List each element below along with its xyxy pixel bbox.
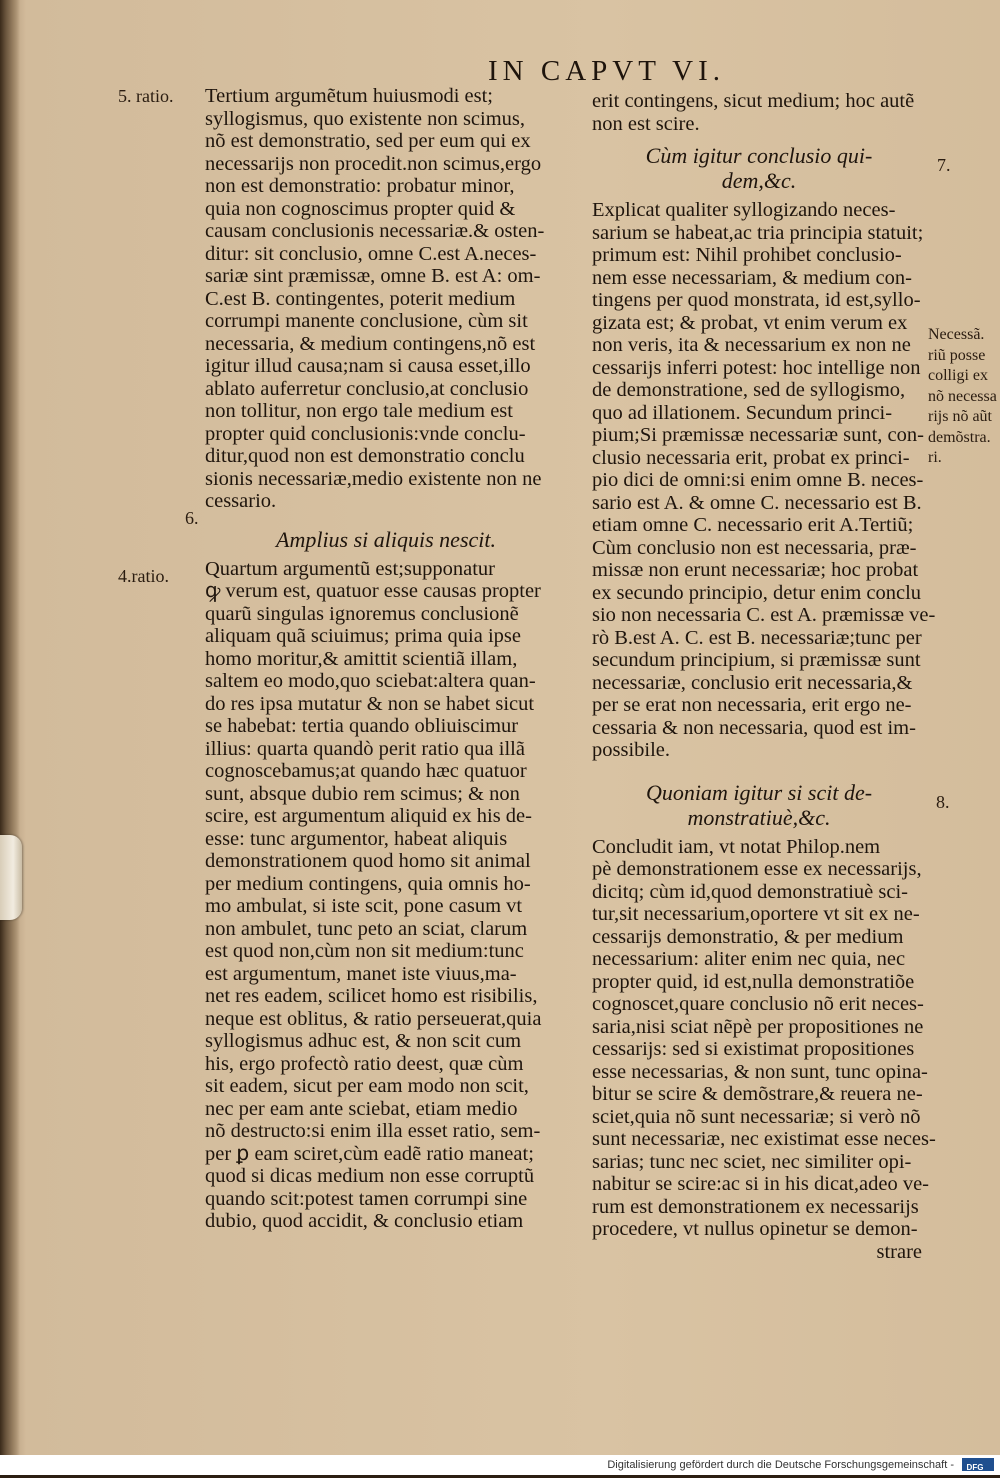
right-paragraph-2 [592,835,936,1241]
left-column [205,85,567,1233]
text-line: quia non cognoscimus propter quid & [205,197,516,220]
text-line: cessaria & non necessaria, quod est im- [592,716,916,739]
text-line: mo ambulat, si iste scit, pone casum vt [205,895,523,917]
text-line: saria,nisi sciat nẽpè per propositiones ne [592,1015,924,1038]
text-line: nem esse necessariam, & medium con- [592,266,912,289]
text-line: erit contingens, sicut medium; hoc autẽ [592,90,915,112]
right-paragraph-1 [592,199,936,762]
text-line: sario est A. & omne C. necessario est B. [592,491,922,514]
text-line: sunt, absque dubio rem scimus; & non [205,782,520,805]
text-line: non est demonstratio: probatur minor, [205,175,515,197]
text-line: per ꝑ eam sciret,cùm eadẽ ratio maneat; [205,1142,534,1165]
text-line: per medium contingens, quia omnis ho- [205,872,531,895]
text-line: etiam omne C. necessario erit A.Tertiũ; [592,514,914,536]
text-line: igitur illud causa;nam si causa esset,illo [205,355,531,377]
text-line: nõ est demonstratio, sed per eum qui ex [205,130,531,152]
side-note-line: demõstra. [928,428,991,446]
text-line: causam conclusionis necessariæ.& osten- [205,220,545,242]
side-note-line: nõ necessa [928,387,997,405]
text-line: bitur se scire & demõstrare,& reuera ne- [592,1083,923,1105]
text-line: necessariæ, conclusio erit necessaria,& [592,671,913,694]
text-line: necessarijs non procedit.non scimus,ergo [205,152,542,175]
right-column [592,90,936,1263]
text-line: per se erat non necessaria, erit ergo ne- [592,694,912,716]
text-line: quod si dicas medium non esse corruptũ [205,1165,535,1187]
text-line: non est scire. [592,112,700,135]
text-line: non ambulet, tunc peto an sciat, clarum [205,917,528,940]
text-line: procedere, vt nullus opinetur se demon- [592,1218,918,1240]
text-line: primum est: Nihil prohibet conclusio- [592,244,902,266]
text-line: ex secundo principio, detur enim conclu [592,581,922,604]
text-line: cognoscebamus;at quando hæc quatuor [205,760,527,782]
text-line: ꝙ verum est, quatuor esse causas propter [205,580,541,602]
text-line: sunt necessariæ, nec existimat esse neces- [592,1128,936,1150]
heading-line: monstratiuè,&c. [687,804,831,830]
text-line: nõ destructo:si enim illa esset ratio, sem- [205,1120,541,1142]
text-line: rum est demonstrationem ex necessarijs [592,1195,919,1218]
text-line: scire, est argumentum aliquid ex his de- [205,805,532,827]
section-heading [592,143,926,193]
text-line: est argumentum, manet iste viuus,ma- [205,962,517,985]
text-line: necessaria, & medium contingens,nõ est [205,332,536,355]
heading-line: Cùm igitur conclusio qui- [645,143,873,168]
side-note-line: colligi ex [928,367,988,384]
left-paragraph-1 [205,85,567,513]
text-line: rò B.est A. C. est B. necessariæ;tunc per [592,626,922,649]
footer-text: Digitalisierung gefördert durch die Deutsche Forschungsgemeinschaft - [607,1459,954,1471]
margin-note-8: 8. [936,792,950,812]
text-line: ablato auferretur conclusio,at conclusio [205,377,529,400]
page-edge-shadow [0,0,20,1455]
text-line: dubio, quod accidit, & conclusio etiam [205,1210,524,1232]
text-line: cessarijs: sed si existimat propositiones [592,1038,915,1060]
text-line: sionis necessariæ,medio existente non ne [205,467,542,490]
heading-line: Quoniam igitur si scit de- [645,779,873,805]
text-line: propter quid, id est,nulla demonstratiõe [592,970,915,993]
text-line: pè demonstrationem esse ex necessarijs, [592,858,922,880]
text-line: do res ipsa mutatur & non se habet sicut [205,692,535,715]
heading-line: dem,&c. [721,168,797,193]
text-line: cognoscet,quare conclusio nõ erit neces- [592,993,924,1015]
text-line: demonstrationem quod homo sit animal [205,850,531,872]
side-note-line: rijs nõ aũt [928,408,992,425]
text-line: secundum principium, si præmissæ sunt [592,649,921,671]
text-line: clusio necessaria erit, probat ex princi- [592,446,910,469]
text-line: sio non necessaria C. est A. præmissæ ve- [592,604,936,626]
text-line: homo moritur,& amittit scientiã illam, [205,647,518,670]
text-line: nec per eam ante sciebat, etiam medio [205,1097,518,1120]
text-line: Explicat qualiter syllogizando neces- [592,199,896,221]
text-line: illius: quarta quandò perit ratio qua illã [205,737,525,760]
text-line: aliquam quã sciuimus; prima quia ipse [205,625,521,647]
margin-note-6: 6. [185,508,199,528]
side-note-line: Necessã. [928,326,985,343]
text-line: tur,sit necessarium,oportere vt sit ex ne- [592,903,920,925]
side-note [928,325,997,469]
text-line: Tertium argumẽtum huiusmodi est; [205,85,494,107]
text-line: his, ergo profectò ratio deest, quæ cùm [205,1052,524,1075]
left-paragraph-2 [205,558,567,1233]
text-line: syllogismus adhuc est, & non scit cum [205,1030,522,1052]
text-line: sarias; tunc nec sciet, nec similiter opi- [592,1150,912,1173]
margin-note-ratio-4: 4.ratio. [118,566,169,586]
text-line: necessarium: aliter enim nec quia, nec [592,948,906,970]
section-heading [592,780,926,830]
text-line: dicitq; cùm id,quod demonstratiuè sci- [592,880,908,903]
margin-note-ratio-5: 5. ratio. [118,86,174,106]
margin-note-7: 7. [937,155,951,175]
text-line: nabitur se scire:ac si in his dicat,adeo ve- [592,1173,929,1195]
text-line: Cùm conclusio non est necessaria, præ- [592,536,917,559]
text-line: gizata est; & probat, vt enim verum ex [592,311,908,334]
book-clasp [0,835,22,920]
side-note-line: ri. [928,449,942,466]
text-line: sarium se habeat,ac tria principia statuit; [592,221,924,244]
text-line: cessarijs demonstratio, & per medium [592,925,904,948]
text-line: non tollitur, non ergo tale medium est [205,400,513,422]
catchword: strare [876,1240,922,1263]
text-line: missæ non erunt necessariæ; hoc probat [592,559,919,581]
text-line: saltem eo modo,quo sciebat:altera quan- [205,670,536,692]
text-line: quo ad illationem. Secundum princi- [592,401,893,424]
text-line: pium;Si præmissæ necessariæ sunt, con- [592,424,924,446]
text-line: tingens per quod monstrata, id est,syllo- [592,289,921,311]
dfg-logo-icon: DFG [962,1458,994,1471]
text-line: corrumpi manente conclusione, cùm sit [205,310,528,332]
text-line: esse: tunc argumentor, habeat aliquis [205,827,508,850]
text-line: neque est oblitus, & ratio perseuerat,quia [205,1007,542,1030]
text-line: pio dici de omni:si enim omne B. neces- [592,469,924,491]
text-line: C.est B. contingentes, poterit medium [205,287,516,310]
text-line: sciet,quia nõ sunt necessariæ; si verò nõ [592,1105,921,1128]
right-continuation [592,90,926,135]
text-line: possibile. [592,739,671,761]
text-line: quarũ singulas ignoremus conclusionẽ [205,602,519,625]
text-line: cessario. [205,490,277,512]
text-line: sit eadem, sicut per eam modo non scit, [205,1075,529,1097]
text-line: de demonstratione, sed de syllogismo, [592,379,906,401]
text-line: Quartum argumentũ est;supponatur [205,557,495,580]
text-line: se habebat: tertia quando obliuiscimur [205,715,519,737]
text-line: est quod non,cùm non sit medium:tunc [205,940,524,962]
text-line: esse necessarias, & non sunt, tunc opina- [592,1060,928,1083]
text-line: syllogismus, quo existente non scimus, [205,107,526,130]
text-line: quando scit:potest tamen corrumpi sine [205,1187,528,1210]
text-line: ditur,quod non est demonstratio conclu [205,445,525,467]
text-line: sariæ sint præmissæ, omne B. est A: om- [205,265,541,287]
running-head: IN CAPVT VI. [488,55,725,87]
text-line: net res eadem, scilicet homo est risibilis, [205,985,538,1007]
text-line: Concludit iam, vt notat Philop.nem [592,835,881,858]
side-note-line: riũ posse [928,346,986,364]
digitization-footer [0,1455,1000,1475]
text-line: non veris, ita & necessarium ex non ne [592,334,911,356]
text-line: propter quid conclusionis:vnde conclu- [205,422,526,445]
text-line: ditur: sit conclusio, omne C.est A.neces- [205,242,537,265]
section-heading: Amplius si aliquis nescit. [276,526,496,552]
text-line: cessarijs inferri potest: hoc intellige non [592,356,921,379]
